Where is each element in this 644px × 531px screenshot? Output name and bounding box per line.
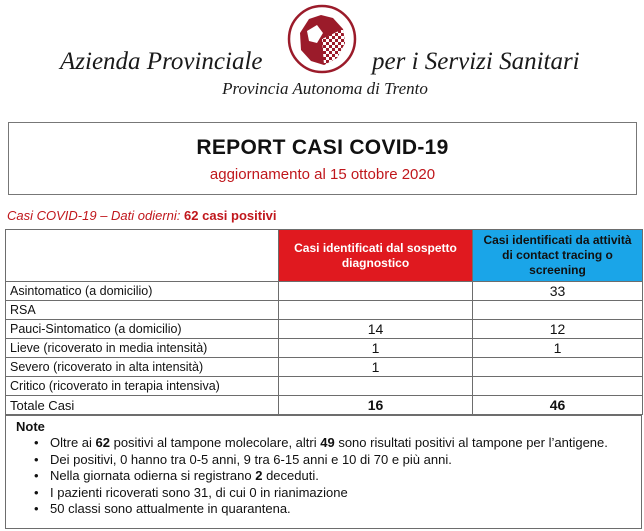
table-row — [6, 377, 643, 396]
total-tracing: 46 — [473, 396, 643, 415]
column-header-tracing: Casi identificati da attività di contact tracing o screening — [473, 230, 643, 282]
total-label: Totale Casi — [6, 396, 279, 415]
cell-tracing — [473, 358, 643, 377]
table-row — [6, 358, 643, 377]
note-item: • 50 classi sono attualmente in quarantena. — [14, 501, 633, 518]
notes-list — [14, 435, 633, 518]
organization-name-left: Azienda Provinciale — [60, 48, 263, 75]
row-label: Pauci-Sintomatico (a domicilio) — [6, 320, 279, 339]
row-label: RSA — [6, 301, 279, 320]
notes-box — [5, 415, 642, 529]
row-label: Severo (ricoverato in alta intensità) — [6, 358, 279, 377]
row-label: Asintomatico (a domicilio) — [6, 282, 279, 301]
note-text: Nella giornata odierna si registrano — [50, 468, 256, 483]
report-title: REPORT CASI COVID-19 — [196, 136, 449, 159]
section-heading-prefix: Casi COVID-19 – Dati odierni: — [7, 208, 181, 223]
table-header-row — [6, 230, 643, 282]
cell-sospetto: 14 — [279, 320, 473, 339]
cell-sospetto: 1 — [279, 339, 473, 358]
note-bold: 62 — [95, 435, 110, 450]
note-text: sono risultati positivi al tampone per l’antigene. — [334, 435, 608, 450]
cell-sospetto — [279, 377, 473, 396]
note-item: • Dei positivi, 0 hanno tra 0-5 anni, 9 tra 6-15 anni e 10 di 70 e più anni. — [14, 452, 633, 469]
cell-sospetto — [279, 282, 473, 301]
table-row — [6, 282, 643, 301]
total-sospetto: 16 — [279, 396, 473, 415]
note-item — [14, 435, 633, 452]
cell-tracing — [473, 301, 643, 320]
section-heading — [7, 208, 277, 223]
column-header-sospetto: Casi identificati dal sospetto diagnostico — [279, 230, 473, 282]
column-header-category — [6, 230, 279, 282]
report-date: aggiornamento al 15 ottobre 2020 — [209, 166, 436, 183]
cases-table — [5, 229, 643, 415]
cell-tracing: 12 — [473, 320, 643, 339]
section-heading-highlight: 62 casi positivi — [184, 208, 277, 223]
note-item — [14, 468, 633, 485]
cell-tracing: 33 — [473, 282, 643, 301]
cell-tracing: 1 — [473, 339, 643, 358]
table-row — [6, 339, 643, 358]
cell-sospetto: 1 — [279, 358, 473, 377]
organization-subtitle: Provincia Autonoma di Trento — [222, 79, 428, 98]
note-bold: 2 — [255, 468, 263, 483]
note-item: • I pazienti ricoverati sono 31, di cui 0 in rianimazione — [14, 485, 633, 502]
notes-title: Note — [16, 419, 45, 434]
organization-name-right: per i Servizi Sanitari — [372, 48, 580, 75]
cell-sospetto — [279, 301, 473, 320]
note-text: deceduti. — [262, 468, 319, 483]
organization-logo — [287, 3, 357, 75]
row-label: Lieve (ricoverato in media intensità) — [6, 339, 279, 358]
row-label: Critico (ricoverato in terapia intensiva) — [6, 377, 279, 396]
note-bold: 49 — [320, 435, 335, 450]
table-row — [6, 320, 643, 339]
note-text: Oltre ai — [50, 435, 96, 450]
table-row — [6, 301, 643, 320]
note-text: positivi al tampone molecolare, altri — [109, 435, 321, 450]
table-total-row — [6, 396, 643, 415]
cell-tracing — [473, 377, 643, 396]
report-title-box — [8, 122, 637, 195]
